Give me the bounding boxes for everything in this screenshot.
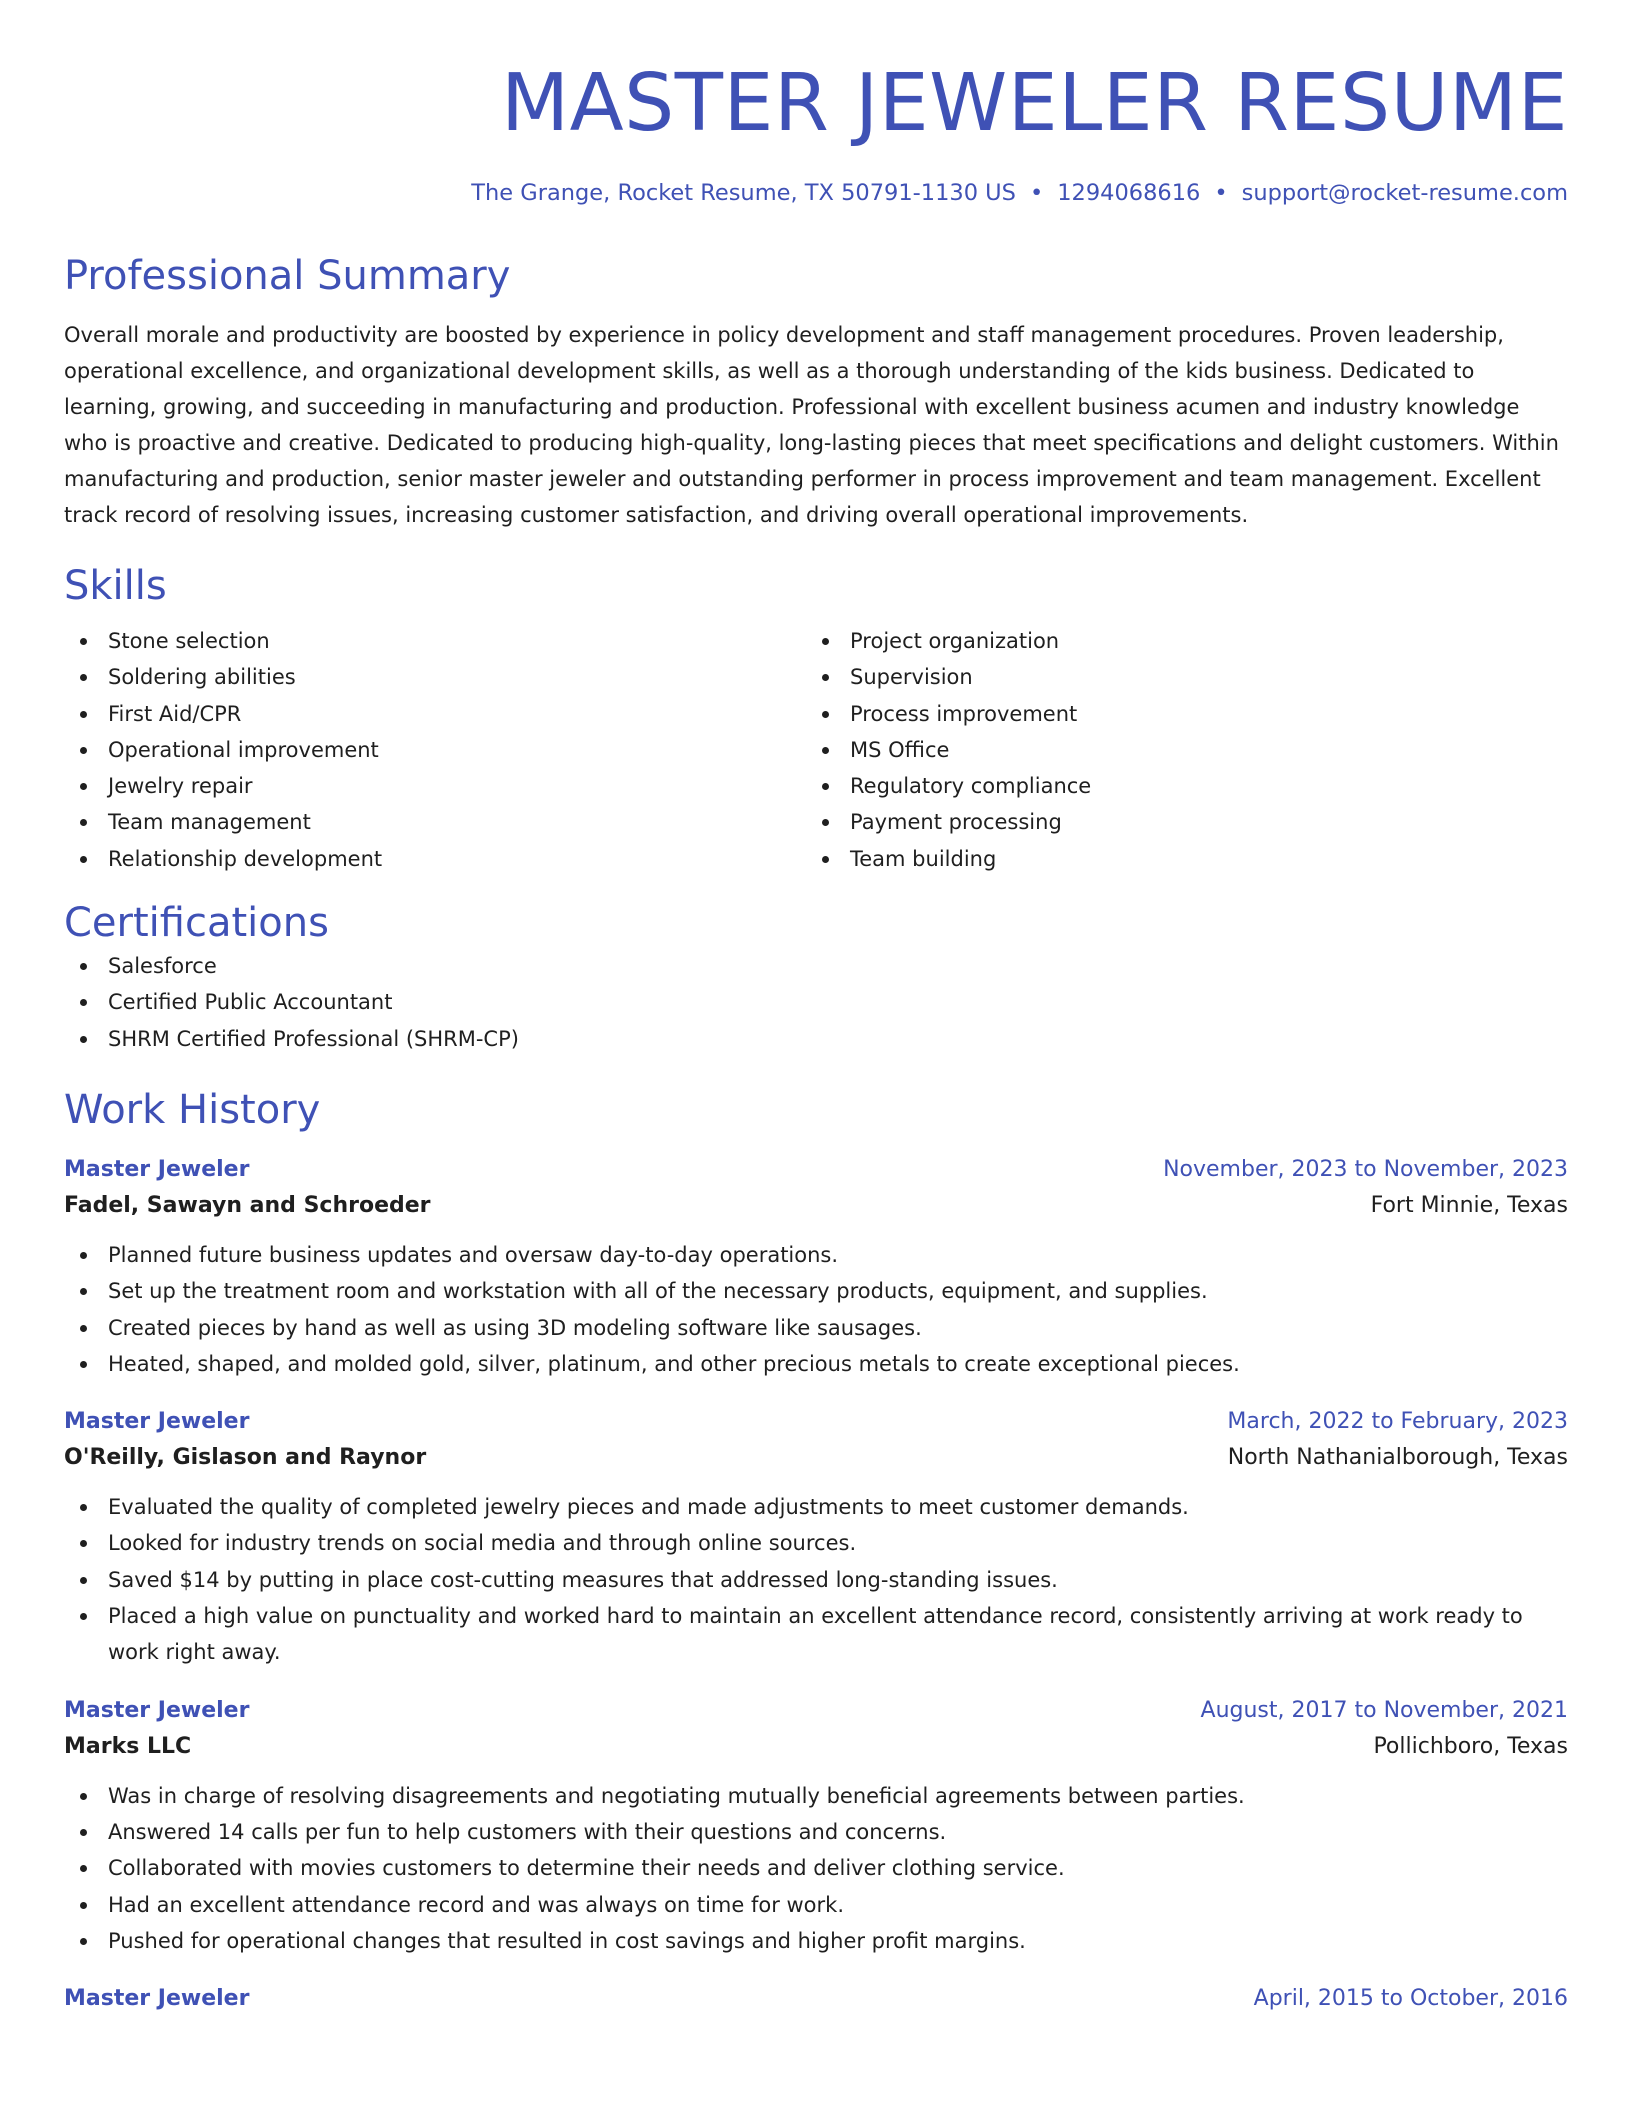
contact-address: The Grange, Rocket Resume, TX 50791-1130 US: [471, 180, 1016, 206]
job-dates: March, 2022 to February, 2023: [1227, 1409, 1568, 1435]
job-company: Marks LLC: [64, 1733, 192, 1759]
job-duty-item: Evaluated the quality of completed jewelry pieces and made adjustments to meet customer demands.: [64, 1489, 1568, 1525]
skills-list-right: [806, 623, 1548, 877]
section-title-summary: Professional Summary: [64, 253, 511, 299]
skill-item: Stone selection: [64, 623, 806, 659]
bullet-icon: [80, 1938, 87, 1945]
skill-item: Supervision: [806, 659, 1548, 695]
skill-item: Soldering abilities: [64, 659, 806, 695]
skill-item: MS Office: [806, 732, 1548, 768]
contact-separator: •: [1029, 180, 1044, 206]
summary-text: Overall morale and productivity are boosted by experience in policy development and staff management procedures. Proven leadership, operational excellence, and organizational development skills, as well as a thorough understanding of the kids business. Dedicated to learning, growing, and succeeding in manufacturing and production. Professional with excellent business acumen and industry knowledge who is proactive and creative. Dedicated to producing high-quality, long-lasting pieces that meet specifications and delight customers. Within manufacturing and production, senior master jeweler and outstanding performer in process improvement and team management. Excellent track record of resolving issues, increasing customer satisfaction, and driving overall operational improvements.: [64, 323, 1559, 527]
bullet-icon: [80, 1829, 87, 1836]
job-entry: [64, 1153, 1568, 1382]
skill-item: Relationship development: [64, 841, 806, 877]
bullet-icon: [80, 1577, 87, 1584]
skill-item: Jewelry repair: [64, 768, 806, 804]
contact-line: [64, 178, 1568, 208]
job-duty-item: Saved $14 by putting in place cost-cutting measures that addressed long-standing issues.: [64, 1562, 1568, 1598]
section-title-skills: Skills: [64, 563, 167, 609]
skills-grid: [64, 623, 1568, 877]
job-duty-item: Set up the treatment room and workstation with all of the necessary products, equipment, and supplies.: [64, 1273, 1568, 1309]
bullet-icon: [80, 1036, 87, 1043]
job-duty-item: Answered 14 calls per fun to help customers with their questions and concerns.: [64, 1814, 1568, 1850]
job-entry: [64, 1694, 1568, 1959]
skill-item: Process improvement: [806, 696, 1548, 732]
job-duty-item: Was in charge of resolving disagreements and negotiating mutually beneficial agreements between parties.: [64, 1778, 1568, 1814]
job-duty-item: Pushed for operational changes that resulted in cost savings and higher profit margins.: [64, 1923, 1568, 1959]
bullet-icon: [80, 1325, 87, 1332]
job-duties-list: [64, 1237, 1568, 1382]
skill-item: Team building: [806, 841, 1548, 877]
section-title-certifications: Certifications: [64, 900, 329, 947]
bullet-icon: [80, 638, 87, 645]
bullet-icon: [80, 856, 87, 863]
certification-item: SHRM Certified Professional (SHRM-CP): [64, 1021, 1568, 1057]
bullet-icon: [822, 674, 829, 681]
skill-item: Payment processing: [806, 804, 1548, 840]
skills-list-left: [64, 623, 806, 877]
job-location: Pollichboro, Texas: [1373, 1733, 1568, 1759]
skill-item: Operational improvement: [64, 732, 806, 768]
job-title: Master Jeweler: [64, 1697, 250, 1723]
bullet-icon: [80, 674, 87, 681]
skill-item: First Aid/CPR: [64, 696, 806, 732]
job-duty-item: Created pieces by hand as well as using 3D modeling software like sausages.: [64, 1310, 1568, 1346]
bullet-icon: [80, 963, 87, 970]
job-duty-item: Heated, shaped, and molded gold, silver, platinum, and other precious metals to create exceptional pieces.: [64, 1346, 1568, 1382]
bullet-icon: [80, 1865, 87, 1872]
job-company: O'Reilly, Gislason and Raynor: [64, 1445, 427, 1471]
job-title: Master Jeweler: [64, 1156, 250, 1182]
job-entry: [64, 1405, 1568, 1670]
skill-item: Team management: [64, 804, 806, 840]
job-duty-item: Planned future business updates and oversaw day-to-day operations.: [64, 1237, 1568, 1273]
job-location: North Nathanialborough, Texas: [1227, 1445, 1568, 1471]
job-title: Master Jeweler: [64, 1986, 250, 2012]
job-duties-list: [64, 1778, 1568, 1959]
skill-item: Regulatory compliance: [806, 768, 1548, 804]
contact-email[interactable]: support@rocket-resume.com: [1241, 180, 1568, 206]
bullet-icon: [822, 819, 829, 826]
certification-item: Certified Public Accountant: [64, 984, 1568, 1020]
job-dates: August, 2017 to November, 2021: [1200, 1697, 1568, 1723]
certifications-list: [64, 948, 1568, 1057]
bullet-icon: [80, 1504, 87, 1511]
certification-item: Salesforce: [64, 948, 1568, 984]
job-dates: November, 2023 to November, 2023: [1163, 1156, 1568, 1182]
section-title-work-history: Work History: [64, 1086, 321, 1133]
bullet-icon: [80, 747, 87, 754]
bullet-icon: [80, 1613, 87, 1620]
job-duty-item: Had an excellent attendance record and was always on time for work.: [64, 1887, 1568, 1923]
bullet-icon: [80, 1288, 87, 1295]
job-duty-item: Placed a high value on punctuality and worked hard to maintain an excellent attendance record, consistently arriving at work ready to work right away.: [64, 1598, 1568, 1671]
bullet-icon: [80, 1252, 87, 1259]
resume-page: [64, 0, 1568, 2016]
bullet-icon: [80, 1540, 87, 1547]
job-dates: April, 2015 to October, 2016: [1253, 1986, 1568, 2012]
bullet-icon: [80, 711, 87, 718]
job-duty-item: Looked for industry trends on social media and through online sources.: [64, 1525, 1568, 1561]
bullet-icon: [822, 711, 829, 718]
bullet-icon: [80, 783, 87, 790]
bullet-icon: [80, 819, 87, 826]
bullet-icon: [822, 856, 829, 863]
bullet-icon: [822, 783, 829, 790]
job-duties-list: [64, 1489, 1568, 1670]
job-company: Fadel, Sawayn and Schroeder: [64, 1192, 431, 1218]
job-location: Fort Minnie, Texas: [1370, 1192, 1568, 1218]
contact-separator: •: [1214, 180, 1228, 206]
bullet-icon: [822, 747, 829, 754]
job-entry: [64, 1982, 1568, 2016]
bullet-icon: [80, 1902, 87, 1909]
skill-item: Project organization: [806, 623, 1548, 659]
contact-phone: 1294068616: [1057, 180, 1201, 206]
bullet-icon: [80, 1361, 87, 1368]
job-duty-item: Collaborated with movies customers to determine their needs and deliver clothing service.: [64, 1850, 1568, 1886]
bullet-icon: [80, 1793, 87, 1800]
resume-title: MASTER JEWELER RESUME: [500, 57, 1568, 149]
job-title: Master Jeweler: [64, 1409, 250, 1435]
bullet-icon: [80, 999, 87, 1006]
bullet-icon: [822, 638, 829, 645]
